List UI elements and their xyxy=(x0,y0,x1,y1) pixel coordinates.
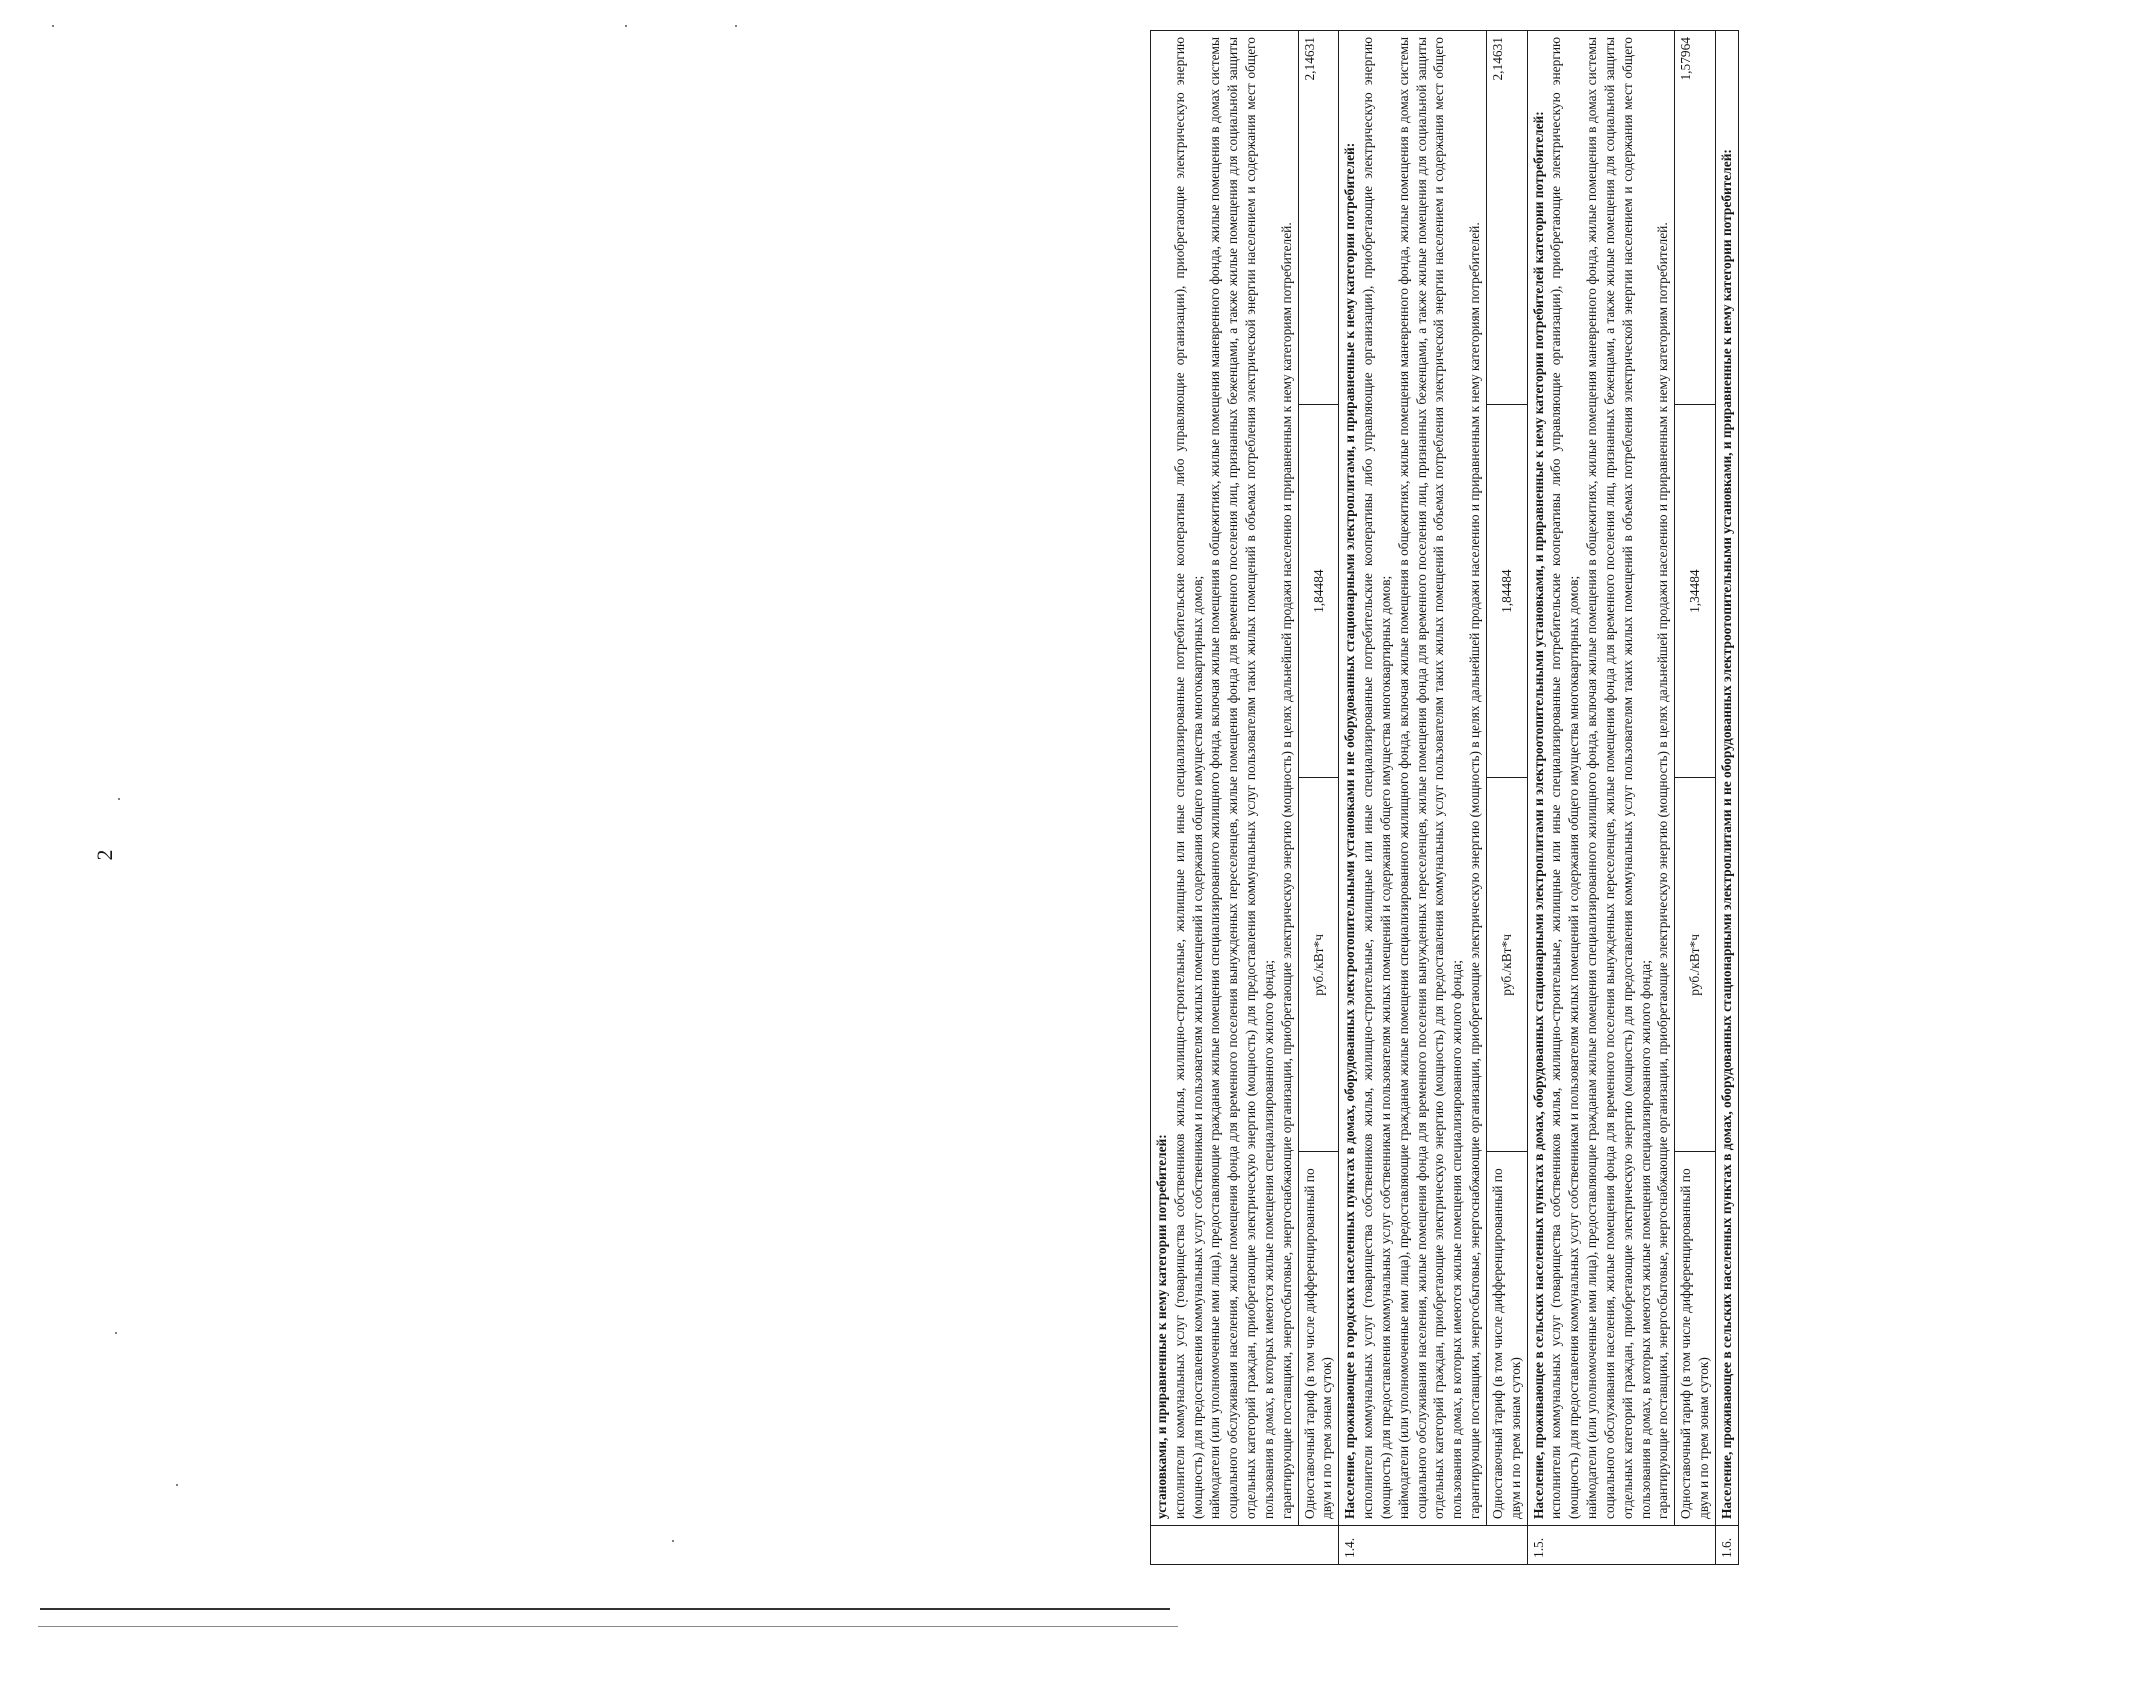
tariff-value-second-half: 2,14631 xyxy=(1298,31,1339,405)
tariff-row xyxy=(1675,31,1716,1565)
tariff-table xyxy=(1150,30,1739,1565)
section-number: 1.4. xyxy=(1339,1526,1527,1565)
scan-speck xyxy=(52,25,54,27)
tariff-unit: руб./кВт*ч xyxy=(1486,778,1527,1152)
tariff-label: Одноставочный тариф (в том числе дифференцированный по двум и по трем зонам суток) xyxy=(1486,1152,1527,1526)
scan-speck xyxy=(115,1332,117,1334)
section-paragraph: наймодатели (или уполномоченные ими лица), предоставляющие гражданам жилые помещения специализированного жилищного фонда, включая жилые помещения в общежитиях, жилые помещения маневренного фонда, жилые помещения в домах системы социального обслуживания населения, жилые помещения фонда для временного поселения вынужденных переселенцев, жилые помещения фонда для временного поселения лиц, признанных беженцами, а также жилые помещения для социальной защиты отдельных категорий граждан, приобретающие электрическую энергию (мощность) для предоставления коммунальных услуг пользователям таких жилых помещений в объемах потребления электрической энергии населением и содержания мест общего пользования в домах, в которых имеются жилые помещения специализированного жилого фонда; xyxy=(1584,37,1653,1519)
tariff-unit: руб./кВт*ч xyxy=(1298,778,1339,1152)
scan-edge-line xyxy=(40,1608,1170,1610)
tariff-row xyxy=(1298,31,1339,1565)
scan-speck xyxy=(735,25,737,27)
section-number: 1.6. xyxy=(1715,1526,1738,1565)
section-title: Население, проживающее в сельских населенных пунктах в домах, оборудованных стационарными электроплитами и электроотопительными установками, и приравненные к нему категории потребителей категории потребителей: xyxy=(1530,111,1546,1519)
section-row xyxy=(1151,31,1299,1565)
page-number: 2 xyxy=(92,849,117,861)
section-paragraph: гарантирующие поставщики, энергосбытовые, энергоснабжающие организации, приобретающие электрическую энергию (мощность) в целях дальнейшей продажи населению и приравненным к нему категориям потребителей. xyxy=(1278,222,1294,1519)
section-row xyxy=(1527,31,1675,1565)
section-description xyxy=(1339,31,1487,1526)
section-description xyxy=(1527,31,1675,1526)
tariff-value-first-half: 1,34484 xyxy=(1675,404,1716,778)
scan-edge-line xyxy=(38,1626,1178,1627)
section-title: установками, и приравненные к нему категории потребителей: xyxy=(1154,1134,1169,1519)
section-paragraph: наймодатели (или уполномоченные ими лица), предоставляющие гражданам жилые помещения специализированного жилищного фонда, включая жилые помещения в общежитиях, жилые помещения маневренного фонда, жилые помещения в домах системы социального обслуживания населения, жилые помещения фонда для временного поселения вынужденных переселенцев, жилые помещения фонда для временного поселения лиц, признанных беженцами, а также жилые помещения для социальной защиты отдельных категорий граждан, приобретающие электрическую энергию (мощность) для предоставления коммунальных услуг пользователям таких жилых помещений в объемах потребления электрической энергии населением и содержания мест общего пользования в домах, в которых имеются жилые помещения специализированного жилого фонда; xyxy=(1395,37,1465,1519)
section-title: Население, проживающее в городских населенных пунктах в домах, оборудованных электроотопительными установками и не оборудованных стационарными электроплитами, и приравненные к нему категории потребителей: xyxy=(1342,142,1358,1519)
tariff-label: Одноставочный тариф (в том числе дифференцированный по двум и по трем зонам суток) xyxy=(1298,1152,1339,1526)
scan-speck xyxy=(176,1484,178,1486)
scan-speck xyxy=(625,25,627,27)
section-row xyxy=(1715,31,1738,1565)
scan-speck xyxy=(672,1540,674,1542)
tariff-value-second-half: 1,57964 xyxy=(1675,31,1716,405)
section-paragraph: гарантирующие поставщики, энергосбытовые, энергоснабжающие организации, приобретающие электрическую энергию (мощность) в целях дальнейшей продажи населению и приравненным к нему категориям потребителей. xyxy=(1655,222,1671,1519)
tariff-row xyxy=(1486,31,1527,1565)
tariff-value-first-half: 1,84484 xyxy=(1486,404,1527,778)
section-description xyxy=(1151,31,1299,1526)
section-description xyxy=(1715,31,1738,1526)
section-title: Население, проживающее в сельских населенных пунктах в домах, оборудованных стационарными электроплитами и не оборудованных электроотопительными установками, и приравненные к нему категории потребителей: xyxy=(1718,149,1734,1519)
section-paragraph: исполнители коммунальных услуг (товарищества собственников жилья, жилищно-строительные, жилищные или иные специализированные потребительские кооперативы либо управляющие организации), приобретающие электрическую энергию (мощность) для предоставления коммунальных услуг собственникам и пользователям жилых помещений и содержания общего имущества многоквартирных домов; xyxy=(1548,37,1582,1519)
section-paragraph: исполнители коммунальных услуг (товарищества собственников жилья, жилищно-строительные, жилищные или иные специализированные потребительские кооперативы либо управляющие организации), приобретающие электрическую энергию (мощность) для предоставления коммунальных услуг собственникам и пользователям жилых помещений и содержания общего имущества многоквартирных домов; xyxy=(1360,37,1393,1519)
rotated-tariff-sheet xyxy=(1150,30,2135,1565)
tariff-value-first-half: 1,84484 xyxy=(1298,404,1339,778)
section-paragraph: гарантирующие поставщики, энергосбытовые, энергоснабжающие организации, приобретающие электрическую энергию (мощность) в целях дальнейшей продажи населению и приравненным к нему категориям потребителей. xyxy=(1467,222,1483,1519)
tariff-label: Одноставочный тариф (в том числе дифференцированный по двум и по трем зонам суток) xyxy=(1675,1152,1716,1526)
tariff-value-second-half: 2,14631 xyxy=(1486,31,1527,405)
section-row xyxy=(1339,31,1487,1565)
section-number: 1.5. xyxy=(1527,1526,1715,1565)
section-number xyxy=(1151,1526,1339,1565)
scan-speck xyxy=(118,798,120,800)
tariff-unit: руб./кВт*ч xyxy=(1675,778,1716,1152)
section-paragraph: наймодатели (или уполномоченные ими лица), предоставляющие гражданам жилые помещения специализированного жилищного фонда, включая жилые помещения в общежитиях, жилые помещения маневренного фонда, жилые помещения в домах системы социального обслуживания населения, жилые помещения фонда для временного поселения вынужденных переселенцев, жилые помещения фонда для временного поселения лиц, признанных беженцами, а также жилые помещения для социальной защиты отдельных категорий граждан, приобретающие электрическую энергию (мощность) для предоставления коммунальных услуг пользователям таких жилых помещений в объемах потребления электрической энергии населением и содержания мест общего пользования в домах, в которых имеются жилые помещения специализированного жилого фонда; xyxy=(1207,37,1276,1519)
section-paragraph: исполнители коммунальных услуг (товарищества собственников жилья, жилищно-строительные, жилищные или иные специализированные потребительские кооперативы либо управляющие организации), приобретающие электрическую энергию (мощность) для предоставления коммунальных услуг собственникам и пользователям жилых помещений и содержания общего имущества многоквартирных домов; xyxy=(1171,37,1205,1519)
